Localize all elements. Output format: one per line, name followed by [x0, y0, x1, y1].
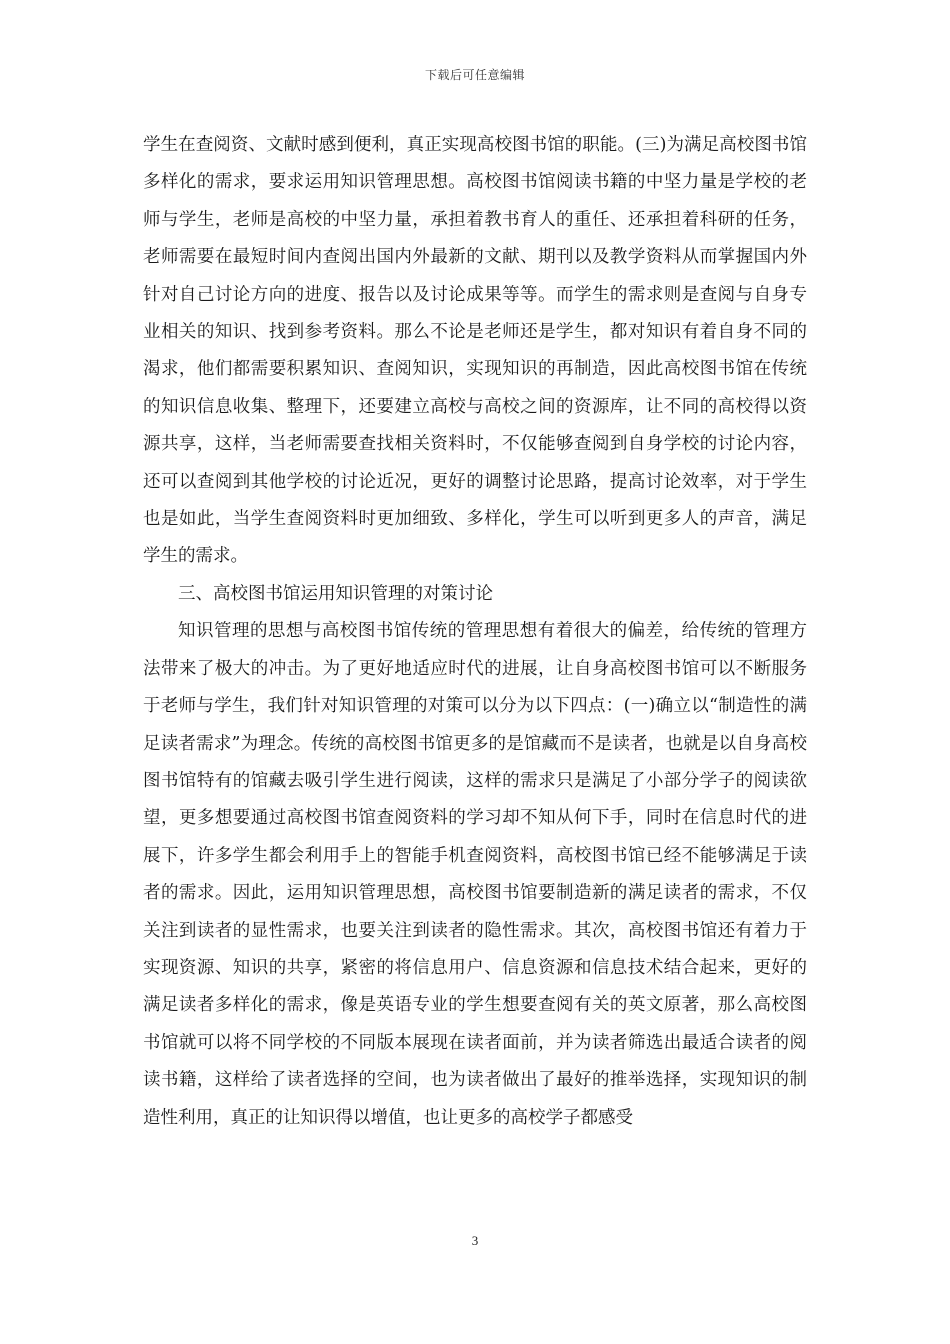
body-paragraph-continuation: 学生在查阅资、文献时感到便利，真正实现高校图书馆的职能。(三)为满足高校图书馆多样化的需求，要求运用知识管理思想。高校图书馆阅读书籍的中坚力量是学校的老师与学生，老师是高校的中坚力量，承担着教书育人的重任、还承担着科研的任务，老师需要在最短时间内查阅出国内外最新的文献、期刊以及教学资料从而掌握国内外针对自己讨论方向的进度、报告以及讨论成果等等。而学生的需求则是查阅与自身专业相关的知识、找到参考资料。那么不论是老师还是学生，都对知识有着自身不同的渴求，他们都需要积累知识、查阅知识，实现知识的再制造，因此高校图书馆在传统的知识信息收集、整理下，还要建立高校与高校之间的资源库，让不同的高校得以资源共享，这样，当老师需要查找相关资料时，不仅能够查阅到自身学校的讨论内容，还可以查阅到其他学校的讨论近况，更好的调整讨论思路，提高讨论效率，对于学生也是如此，当学生查阅资料时更加细致、多样化，学生可以听到更多人的声音，满足学生的需求。: [143, 135, 807, 567]
page-header: 下载后可任意编辑: [424, 68, 525, 82]
section-heading: 三、高校图书馆运用知识管理的对策讨论: [178, 583, 493, 604]
document-body: [143, 127, 807, 1137]
page-number: 3: [471, 1233, 479, 1248]
body-paragraph: 知识管理的思想与高校图书馆传统的管理思想有着很大的偏差，给传统的管理方法带来了极大的冲击。为了更好地适应时代的进展，让自身高校图书馆可以不断服务于老师与学生，我们针对知识管理的对策可以分为以下四点：(一)确立以“制造性的满足读者需求”为理念。传统的高校图书馆更多的是馆藏而不是读者，也就是以自身高校图书馆特有的馆藏去吸引学生进行阅读，这样的需求只是满足了小部分学子的阅读欲望，更多想要通过高校图书馆查阅资料的学习却不知从何下手，同时在信息时代的进展下，许多学生都会利用手上的智能手机查阅资料，高校图书馆已经不能够满足于读者的需求。因此，运用知识管理思想，高校图书馆要制造新的满足读者的需求，不仅关注到读者的显性需求，也要关注到读者的隐性需求。其次，高校图书馆还有着力于实现资源、知识的共享，紧密的将信息用户、信息资源和信息技术结合起来，更好的满足读者多样化的需求，像是英语专业的学生想要查阅有关的英文原著，那么高校图书馆就可以将不同学校的不同版本展现在读者面前，并为读者筛选出最适合读者的阅读书籍，这样给了读者选择的空间，也为读者做出了最好的推举选择，实现知识的制造性利用，真正的让知识得以增值，也让更多的高校学子都感受: [143, 621, 807, 1128]
